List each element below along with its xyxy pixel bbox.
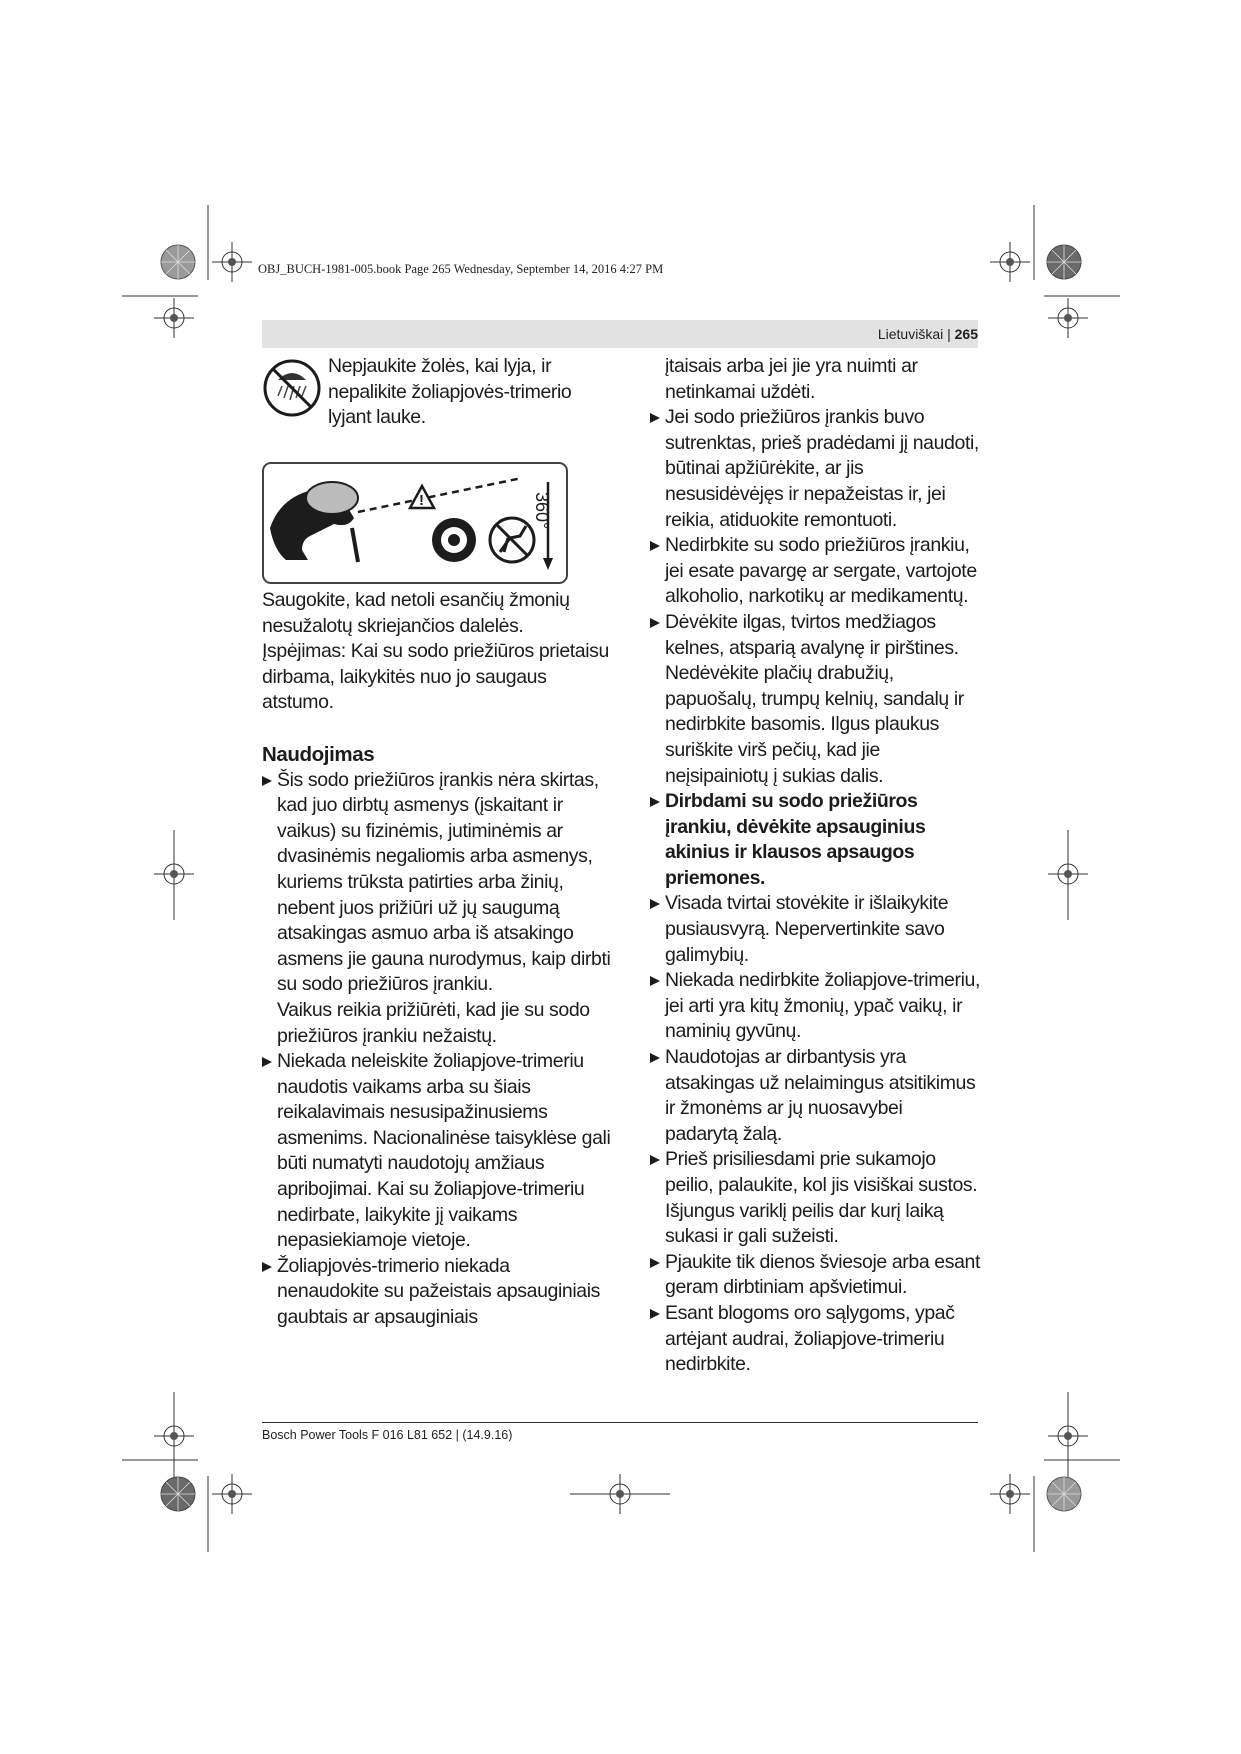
book-info-line: OBJ_BUCH-1981-005.book Page 265 Wednesday, September 14, 2016 4:27 PM (258, 262, 664, 276)
angle-label: 360° (532, 492, 552, 530)
safety-distance-figure (262, 462, 568, 584)
list-item-bold (650, 789, 980, 891)
left-column (262, 588, 612, 1331)
list-item (650, 1250, 980, 1301)
list-item-text: Visada tvirtai stovėkite ir išlaikykite pusiausvyrą. Nepervertinkite savo galimybių. (665, 892, 949, 966)
list-item (650, 405, 980, 533)
list-item-text: Šis sodo priežiūros įrankis nėra skirtas, kad juo dirbtų asmenys (įskaitant ir vaikus) su fizinėmis, jutiminėmis ar dvasinėmis negaliomis arba asmenys, kuriems trūksta patirties arba žinių, nebent juos prižiūri už jų saugumą atsakingas asmuo arba iš atsakingo asmens jie gauna nurodymus, kaip dirbti su sodo priežiūros įrankiu. (277, 768, 611, 996)
list-item-text: Niekada nedirbkite žoliapjove-trimeriu, jei arti yra kitų žmonių, ypač vaikų, ir naminių gyvūnų. (665, 969, 980, 1043)
header-band (262, 320, 978, 348)
list-item-text: Niekada neleiskite žoliapjove-trimeriu naudotis vaikams arba su šiais reikalavimais nesusipažinusiems asmenims. Nacionalinėse taisyklėse gali būti numatyti naudotojų amžiaus apribojimai. Kai su žoliapjove-trimeriu nedirbate, laikykite jį vaikams nepasiekiamoje vietoje. (277, 1050, 611, 1252)
list-item (262, 1254, 612, 1331)
list-item-text: Nedirbkite su sodo priežiūros įrankiu, jei esate pavargę ar sergate, vartojote alkoholio, narkotikų ar medikamentų. (665, 534, 977, 608)
right-column (650, 354, 980, 1378)
list-item-text: Jei sodo priežiūros įrankis buvo sutrenktas, prieš pradėdami jį naudoti, būtinai apžiūrėkite, ar jis nesusidėvėjęs ir nepažeistas ir, jei reikia, atiduokite remontuoti. (665, 406, 979, 531)
list-item-text: Dėvėkite ilgas, tvirtos medžiagos kelnes, atsparią avalynę ir pirštines. Nedėvėkite plačių drabužių, papuošalų, trumpų kelnių, sandalų ir nedirbkite basomis. Ilgus plaukus suriškite virš pečių, kad jie neįsipainiotų į sukias dalis. (665, 610, 964, 787)
header-separator: | (947, 326, 951, 342)
page-number: 265 (954, 326, 978, 342)
list-item (650, 1045, 980, 1147)
page-header (878, 326, 978, 342)
section-heading: Naudojimas (262, 742, 375, 766)
footer-rule (262, 1422, 978, 1423)
list-item-text: Prieš prisiliesdami prie sukamojo peilio, palaukite, kol jis visiškai sustos. Išjungus variklį peilis dar kurį laiką sukasi ir gali sužeisti. (665, 1148, 978, 1248)
left-paragraph-1: Saugokite, kad netoli esančių žmonių nesužalotų skriejančios dalelės. (262, 589, 570, 637)
svg-text:!: ! (419, 492, 424, 509)
list-item (650, 1301, 980, 1378)
list-item (650, 533, 980, 610)
list-item (650, 891, 980, 968)
rain-warning-text: Nepjaukite žolės, kai lyja, ir nepalikite žoliapjovės-trimerio lyjant lauke. (328, 355, 572, 429)
helmet (306, 482, 358, 514)
list-item-text: Pjaukite tik dienos šviesoje arba esant geram dirbtiniam apšvietimui. (665, 1250, 981, 1299)
list-item (650, 610, 980, 789)
list-item-text: Esant blogoms oro sąlygoms, ypač artėjant audrai, žoliapjove-trimeriu nedirbkite. (665, 1301, 955, 1376)
header-language: Lietuviškai (877, 326, 944, 342)
list-item-text: Dirbdami su sodo priežiūros įrankiu, dėvėkite apsauginius akinius ir klausos apsaugos priemones. (665, 790, 926, 889)
continuation-text: įtaisais arba jei jie yra nuimti ar netinkamai uždėti. (665, 355, 918, 403)
list-item (650, 1147, 980, 1249)
list-item (262, 768, 612, 1050)
page-footer: Bosch Power Tools F 016 L81 652 | (14.9.16) (262, 1428, 513, 1442)
list-item-text: Naudotojas ar dirbantysis yra atsakingas už nelaimingus atsitikimus ir žmonėms ar jų nuosavybei padarytą žalą. (665, 1046, 976, 1145)
list-item-text: Žoliapjovės-trimerio niekada nenaudokite su pažeistais apsauginiais gaubtais ar apsauginiais (277, 1254, 601, 1329)
list-item (650, 968, 980, 1045)
no-rain-icon (262, 358, 322, 418)
left-paragraph-2: Įspėjimas: Kai su sodo priežiūros prietaisu dirbama, laikykitės nuo jo saugaus atstumo. (262, 640, 609, 714)
list-item-note: Vaikus reikia prižiūrėti, kad jie su sodo priežiūros įrankiu nežaistų. (277, 998, 590, 1047)
list-item (262, 1049, 612, 1254)
